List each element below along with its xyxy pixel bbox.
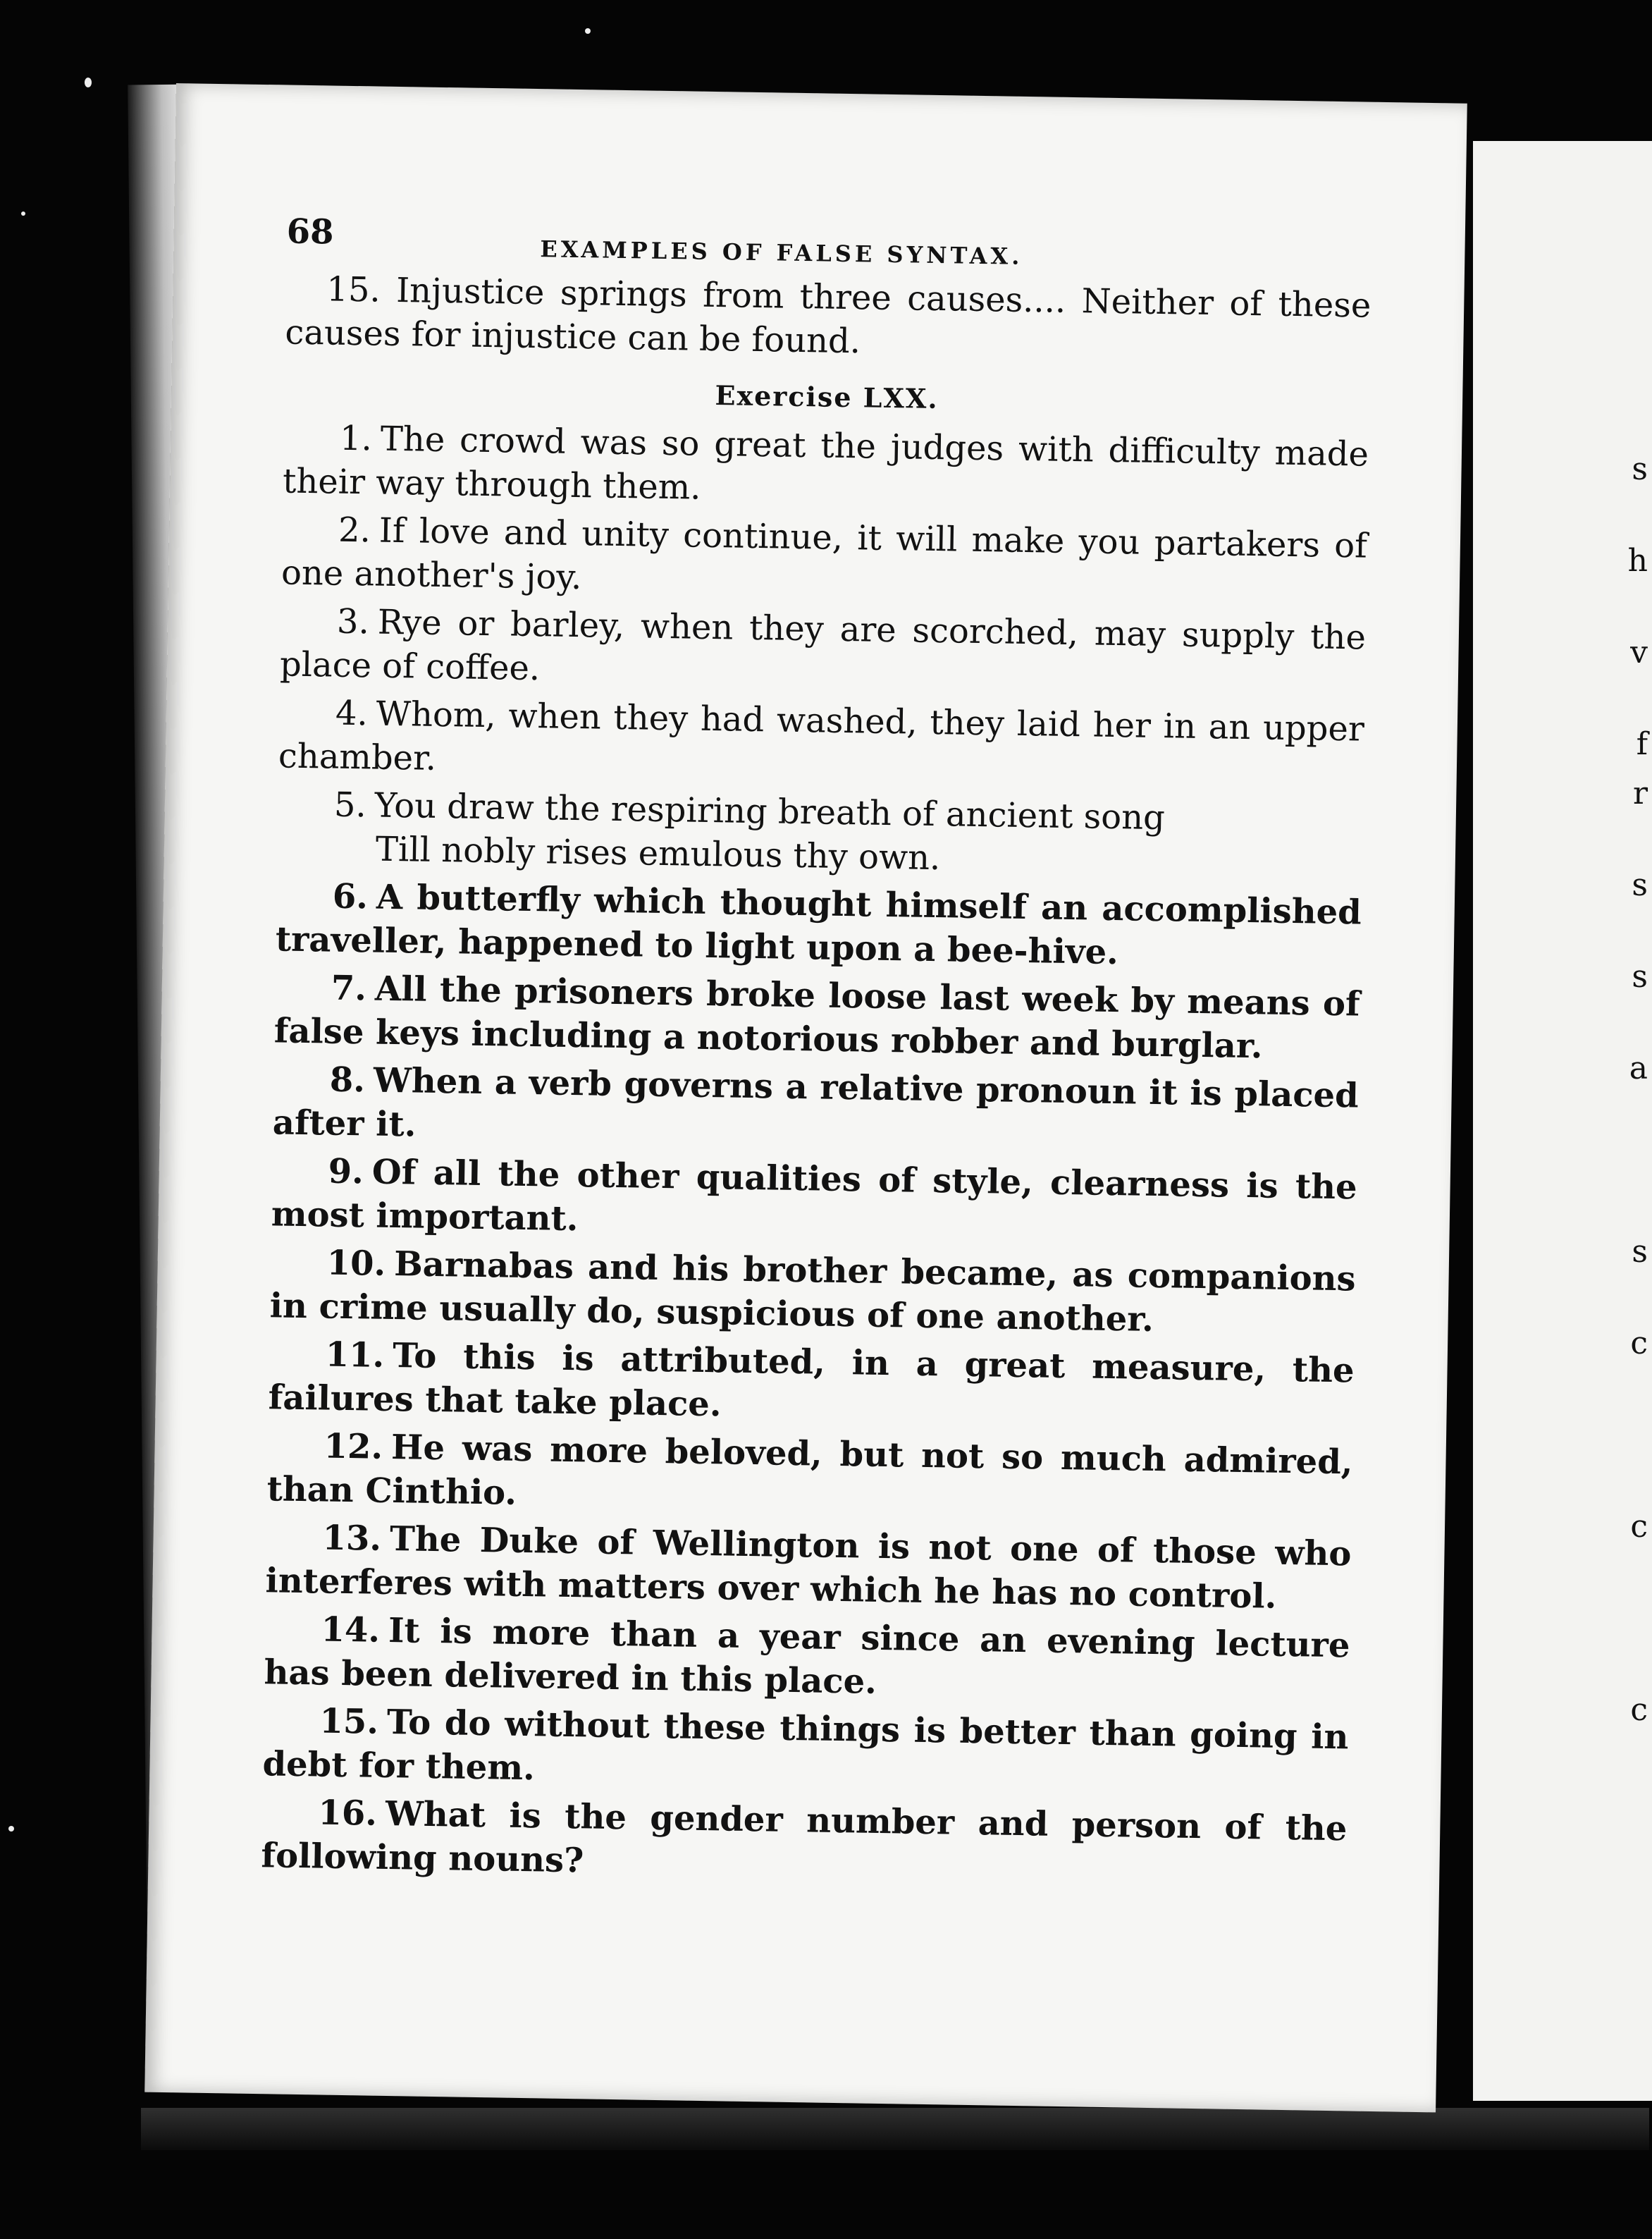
facing-page-fragment: c: [1630, 1509, 1648, 1545]
facing-page-fragment: a: [1629, 1050, 1648, 1086]
scan-speck: [585, 28, 591, 34]
item-number: 8.: [329, 1060, 366, 1100]
item-number: 12.: [323, 1426, 383, 1467]
list-item: [272, 1057, 1359, 1161]
list-item: [262, 1698, 1349, 1803]
facing-page-fragment: s: [1632, 959, 1648, 995]
scan-speck: [85, 78, 92, 87]
item-text: Whom, when they had washed, they laid her in an upper chamber.: [278, 694, 1365, 778]
facing-page-fragment: r: [1632, 775, 1648, 811]
book-bottom-shadow: [141, 2108, 1649, 2150]
exercise-list: [261, 415, 1369, 1894]
list-item-verse: [276, 782, 1363, 886]
item-text: The Duke of Wellington is not one of those who interferes with matters over which he has no control.: [265, 1519, 1352, 1617]
facing-page-fragment: s: [1632, 867, 1648, 903]
item-text: The crowd was so great the judges with difficulty made their way through them.: [282, 419, 1369, 508]
item-number: 15.: [319, 1701, 379, 1742]
running-head: EXAMPLES OF FALSE SYNTAX.: [540, 235, 1023, 270]
item-text: It is more than a year since an evening lecture has been delivered in this place.: [264, 1611, 1350, 1702]
scan-speck: [21, 211, 25, 216]
facing-page: [1473, 141, 1652, 2101]
list-item: [265, 1515, 1352, 1619]
intro-paragraph: 15. Injustice springs from three causes.... Neither of these causes for injustice can be found.: [285, 269, 1371, 362]
page-content: [261, 211, 1372, 1898]
item-number: 5.: [333, 785, 367, 826]
list-item: [268, 1332, 1355, 1436]
item-text: When a verb governs a relative pronoun it is placed after it.: [272, 1060, 1360, 1145]
list-item: [273, 965, 1360, 1069]
item-number: 6.: [332, 876, 369, 917]
list-item: [261, 1790, 1348, 1894]
exercise-title: Exercise LXX.: [715, 379, 939, 415]
list-item: [278, 690, 1365, 795]
list-item: [281, 507, 1368, 611]
list-item: [266, 1423, 1353, 1528]
scan-speck: [8, 1826, 14, 1832]
item-number: 14.: [321, 1609, 381, 1650]
book-page: [144, 83, 1467, 2112]
item-number: 10.: [326, 1243, 386, 1284]
item-text: Of all the other qualities of style, clearness is the most important.: [271, 1152, 1358, 1239]
list-item: [269, 1240, 1356, 1344]
item-number: 3.: [336, 601, 370, 642]
facing-page-fragment: h: [1627, 543, 1648, 579]
item-text: A butterfly which thought himself an accomplished traveller, happened to light upon a bee-hive.: [275, 877, 1362, 973]
verse-line-2: Till nobly rises emulous thy own.: [375, 829, 941, 878]
facing-page-fragment: c: [1630, 1325, 1648, 1361]
item-number: 11.: [325, 1335, 385, 1375]
item-number: 16.: [318, 1793, 378, 1834]
item-text: To do without these things is better than going in debt for them.: [262, 1702, 1349, 1789]
item-text: Barnabas and his brother became, as companions in crime usually do, suspicious of one another.: [269, 1244, 1356, 1339]
page-header: [286, 211, 1372, 278]
item-text: Rye or barley, when they are scorched, may supply the place of coffee.: [279, 602, 1367, 689]
item-number: 7.: [331, 968, 367, 1009]
facing-page-fragment: f: [1636, 726, 1648, 762]
item-text: What is the gender number and person of the following nouns?: [261, 1793, 1348, 1881]
facing-page-fragment: s: [1632, 451, 1648, 487]
facing-page-fragment: c: [1630, 1692, 1648, 1728]
list-item: [283, 415, 1369, 520]
list-item: [271, 1148, 1357, 1253]
item-number: 4.: [335, 693, 369, 734]
item-text: If love and unity continue, it will make you partakers of one another's joy.: [281, 510, 1368, 598]
item-number: 1.: [339, 418, 373, 459]
item-number: 13.: [322, 1518, 382, 1559]
item-number: 9.: [328, 1151, 364, 1192]
verse-line-1-text: You draw the respiring breath of ancient song: [374, 785, 1166, 838]
facing-page-fragment: s: [1632, 1234, 1648, 1270]
page-number: 68: [286, 211, 334, 252]
item-text: All the prisoners broke loose last week by means of false keys including a notorious robber and burglar.: [273, 969, 1361, 1067]
item-text: He was more beloved, but not so much admired, than Cinthio.: [266, 1428, 1353, 1513]
facing-page-fragment: v: [1630, 634, 1648, 670]
item-text: To this is attributed, in a great measure, the failures that take place.: [268, 1336, 1355, 1425]
item-number: 2.: [338, 510, 371, 551]
list-item: [280, 599, 1367, 703]
list-item: [275, 873, 1362, 978]
list-item: [264, 1607, 1350, 1711]
